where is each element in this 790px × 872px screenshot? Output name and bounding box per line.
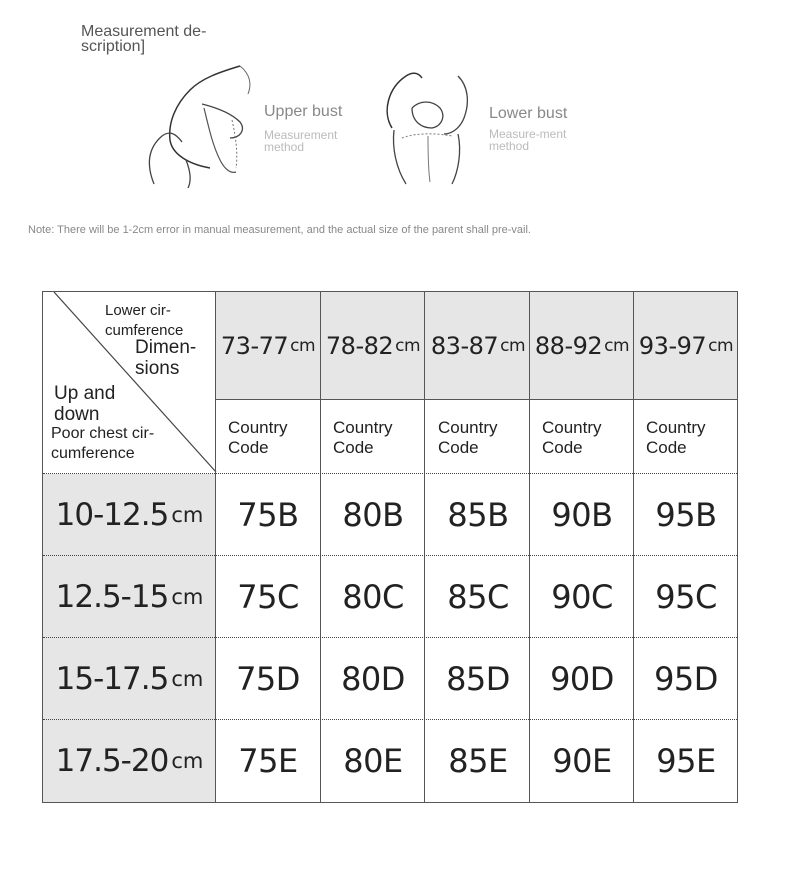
size-cell: 90D	[550, 660, 614, 698]
upper-bust-illustration	[140, 64, 260, 190]
corner-lower-circumference: Lower cir-cumference	[105, 302, 184, 339]
column-divider	[320, 292, 321, 802]
column-range	[634, 292, 738, 400]
column-range	[426, 292, 530, 400]
corner-poor-chest: Poor chest cir-cumference	[51, 425, 155, 462]
size-cell: 95B	[655, 496, 717, 534]
range-unit: cm	[395, 336, 421, 356]
range-value: 78-82	[325, 332, 394, 360]
row-range	[43, 474, 216, 556]
size-cell: 95D	[654, 660, 718, 698]
corner-dimensions: Dimen-sions	[135, 337, 197, 379]
row-divider	[43, 719, 737, 720]
row-range	[43, 638, 216, 720]
column-divider	[529, 292, 530, 802]
country-code-label: Country Code	[646, 418, 706, 457]
lower-bust-illustration	[372, 68, 482, 188]
range-value: 93-97	[638, 332, 707, 360]
row-range-unit: cm	[171, 749, 204, 773]
size-cell: 85B	[447, 496, 509, 534]
size-cell: 85D	[446, 660, 510, 698]
measurement-note: Note: There will be 1-2cm error in manual measurement, and the actual size of the parent shall pre-vail.	[28, 224, 531, 236]
size-cell: 75D	[236, 660, 300, 698]
size-cell: 85C	[447, 578, 509, 616]
column-range	[321, 292, 425, 400]
row-divider	[43, 555, 737, 556]
row-range-value: 10-12.5	[55, 497, 169, 533]
row-range-unit: cm	[171, 503, 204, 527]
row-range-value: 17.5-20	[55, 743, 169, 779]
size-cell: 90C	[551, 578, 613, 616]
range-value: 83-87	[430, 332, 499, 360]
range-unit: cm	[708, 336, 734, 356]
column-divider	[633, 292, 634, 802]
row-range	[43, 720, 216, 802]
row-divider	[43, 473, 737, 474]
country-code-label: Country Code	[228, 418, 288, 457]
country-code-label: Country Code	[438, 418, 498, 457]
size-cell: 85E	[448, 742, 508, 780]
size-cell: 90E	[552, 742, 612, 780]
row-range-unit: cm	[171, 667, 204, 691]
range-value: 73-77	[220, 332, 289, 360]
header-divider	[216, 399, 737, 400]
size-cell: 95C	[655, 578, 717, 616]
size-cell: 90B	[551, 496, 613, 534]
size-cell: 80B	[342, 496, 404, 534]
lower-bust-label: Lower bust	[489, 105, 568, 122]
row-range-value: 15-17.5	[55, 661, 169, 697]
upper-bust-method: Measurement method	[264, 128, 338, 154]
size-cell: 80D	[341, 660, 405, 698]
size-cell: 80C	[342, 578, 404, 616]
title-text: Measurement de- scription]	[81, 23, 207, 55]
size-cell: 75E	[238, 742, 298, 780]
size-chart-table	[42, 291, 738, 803]
lower-bust-method: Measure-ment method	[489, 127, 567, 153]
row-range-unit: cm	[171, 585, 204, 609]
row-range-value: 12.5-15	[55, 579, 169, 615]
range-unit: cm	[604, 336, 630, 356]
size-cell: 80E	[343, 742, 403, 780]
country-code-label: Country Code	[333, 418, 393, 457]
range-value: 88-92	[534, 332, 603, 360]
upper-bust-label: Upper bust	[264, 103, 343, 120]
size-cell: 75B	[237, 496, 299, 534]
page-title	[81, 24, 231, 54]
row-divider	[43, 637, 737, 638]
row-range	[43, 556, 216, 638]
size-cell: 75C	[237, 578, 299, 616]
column-divider	[424, 292, 425, 802]
country-code-label: Country Code	[542, 418, 602, 457]
column-range	[216, 292, 320, 400]
column-range	[530, 292, 634, 400]
column-divider	[215, 292, 216, 802]
range-unit: cm	[500, 336, 526, 356]
size-cell: 95E	[656, 742, 716, 780]
range-unit: cm	[290, 336, 316, 356]
corner-up-and-down: Up and down	[54, 383, 116, 425]
